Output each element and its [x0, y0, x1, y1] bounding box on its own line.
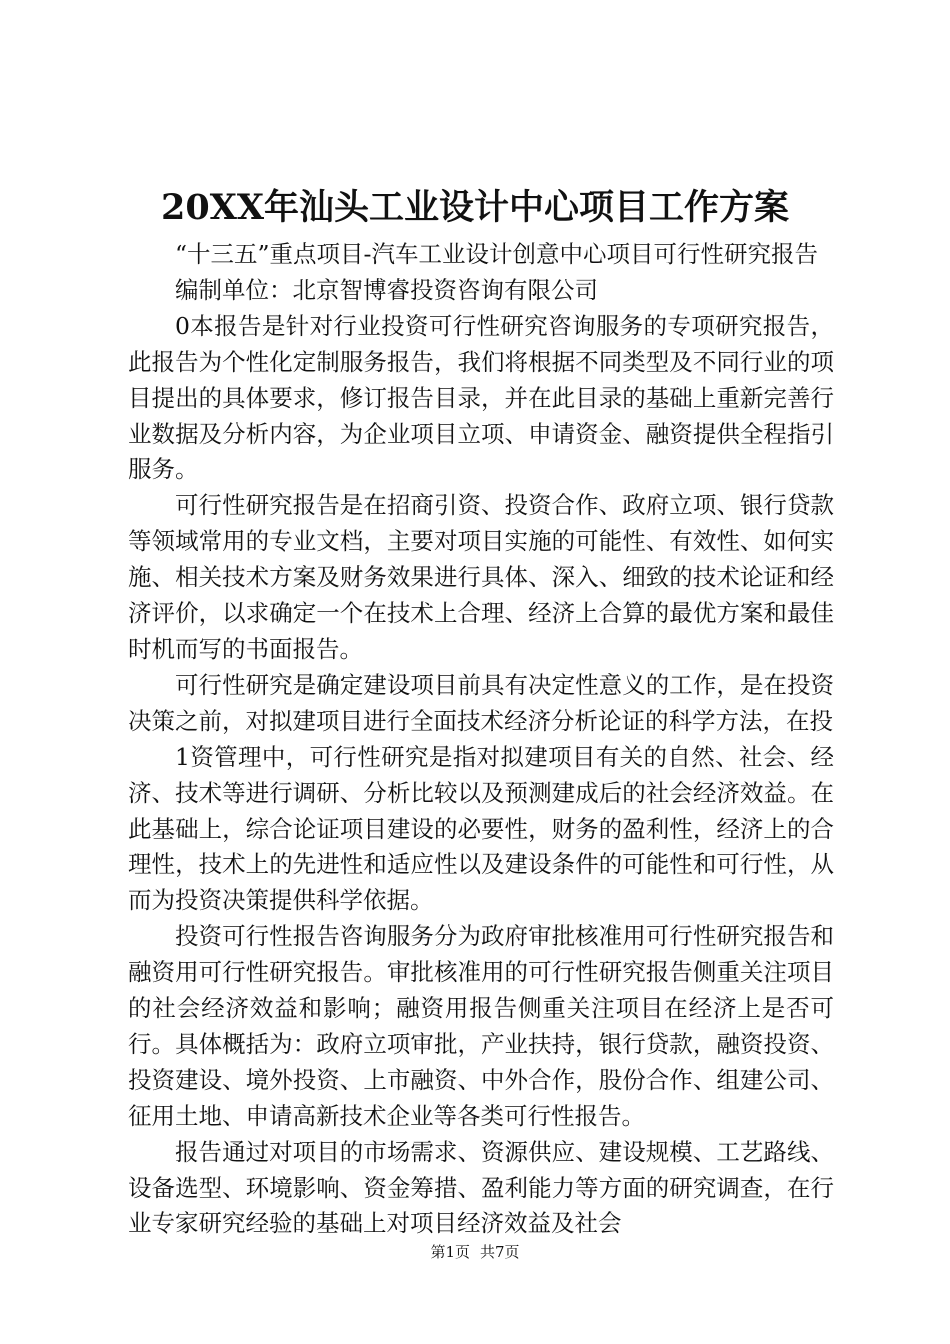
- paragraph: 1资管理中，可行性研究是指对拟建项目有关的自然、社会、经济、技术等进行调研、分析比较以及预测建成后的社会经济效益。在此基础上，综合论证项目建设的必要性，财务的盈利性，经济上的合理性，技术上的先进性和适应性以及建设条件的可能性和可行性，从而为投资决策提供科学依据。: [128, 742, 834, 915]
- paragraph: 报告通过对项目的市场需求、资源供应、建设规模、工艺路线、设备选型、环境影响、资金筹措、盈利能力等方面的研究调查，在行业专家研究经验的基础上对项目经济效益及社会: [128, 1137, 834, 1238]
- document-body: [128, 237, 834, 1242]
- page-footer: [0, 1242, 950, 1262]
- page-total: 共7页: [480, 1243, 520, 1261]
- paragraph: 0本报告是针对行业投资可行性研究咨询服务的专项研究报告，此报告为个性化定制服务报告，我们将根据不同类型及不同行业的项目提出的具体要求，修订报告目录，并在此目录的基础上重新完善行业数据及分析内容，为企业项目立项、申请资金、融资提供全程指引服务。: [128, 311, 834, 484]
- paragraph-subtitle: “十三五”重点项目-汽车工业设计创意中心项目可行性研究报告: [175, 240, 818, 268]
- paragraph-compiler: 编制单位：北京智博睿投资咨询有限公司: [175, 275, 598, 304]
- page-number: 第1页: [430, 1243, 470, 1261]
- document-title: 20XX年汕头工业设计中心项目工作方案: [160, 187, 790, 228]
- paragraph: 可行性研究是确定建设项目前具有决定性意义的工作，是在投资决策之前，对拟建项目进行全面技术经济分析论证的科学方法，在投: [128, 670, 834, 735]
- paragraph: 投资可行性报告咨询服务分为政府审批核准用可行性研究报告和融资用可行性研究报告。审批核准用的可行性研究报告侧重关注项目的社会经济效益和影响；融资用报告侧重关注项目在经济上是否可行。具体概括为：政府立项审批，产业扶持，银行贷款，融资投资、投资建设、境外投资、上市融资、中外合作，股份合作、组建公司、征用土地、申请高新技术企业等各类可行性报告。: [128, 922, 834, 1130]
- paragraph: 可行性研究报告是在招商引资、投资合作、政府立项、银行贷款等领域常用的专业文档，主要对项目实施的可能性、有效性、如何实施、相关技术方案及财务效果进行具体、深入、细致的技术论证和经济评价，以求确定一个在技术上合理、经济上合算的最优方案和最佳时机而写的书面报告。: [128, 491, 834, 663]
